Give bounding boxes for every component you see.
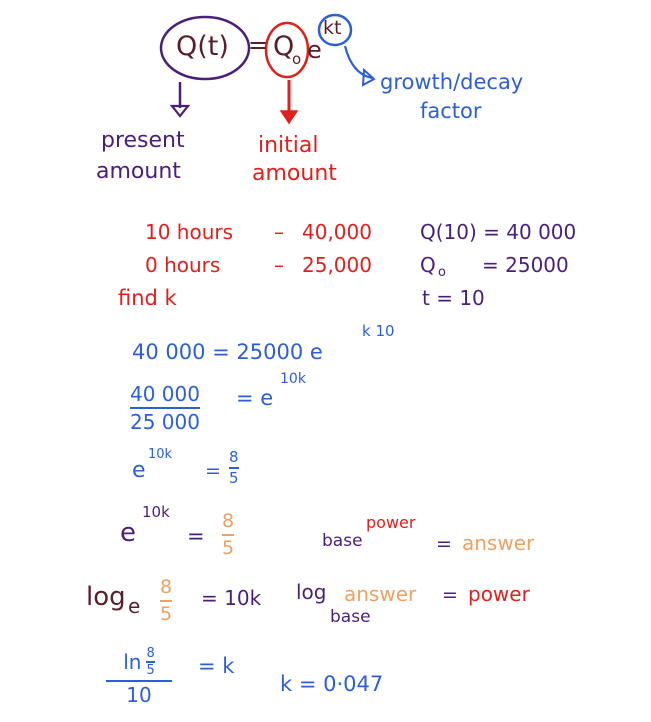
t-equals: t = 10	[422, 286, 485, 310]
rule2-log: log	[296, 580, 327, 604]
formula-q0: Q	[273, 31, 295, 62]
rule-power: power	[366, 513, 416, 532]
step5-numerator: 8	[160, 576, 173, 598]
step6-fraction	[106, 647, 172, 705]
step5-log: log	[86, 582, 126, 612]
rule2-base: base	[330, 607, 371, 627]
given-row2-time: 0 hours	[145, 253, 221, 277]
formula-e: e	[307, 36, 322, 64]
step2-fraction	[130, 384, 200, 432]
rule-answer: answer	[462, 531, 535, 555]
step6-numerator-group	[123, 647, 155, 677]
initial-arrow-head	[281, 111, 297, 123]
step4-eq: =	[187, 524, 205, 548]
final-result: k = 0·047	[280, 672, 384, 696]
given-row1-time: 10 hours	[145, 220, 234, 244]
step2-rhs: = e	[236, 386, 274, 410]
step5-denominator: 5	[160, 603, 173, 625]
formula-eq: =	[248, 31, 269, 59]
step6-rhs: = k	[198, 654, 235, 678]
step1-equation: 40 000 = 25000 e	[132, 340, 323, 364]
step4-denominator: 5	[222, 537, 235, 559]
given-row2-dash: –	[274, 253, 284, 277]
step3-e: e	[132, 458, 146, 483]
step4-e: e	[120, 518, 136, 548]
step6-inner-denominator: 5	[146, 662, 155, 678]
rule-base: base	[322, 531, 363, 551]
rule-eq: =	[436, 533, 452, 555]
step4-numerator: 8	[222, 510, 235, 532]
step6-inner-numerator: 8	[146, 646, 155, 661]
step4-fraction-bar	[222, 534, 234, 536]
step6-ln: ln	[123, 649, 142, 674]
present-label-line1: present	[101, 128, 185, 153]
step5-fraction-bar	[160, 600, 172, 602]
step6-fraction-bar	[106, 680, 172, 682]
given-row1-value: 40,000	[302, 220, 372, 244]
step3-denominator: 5	[229, 469, 239, 487]
given-row1-q10: Q(10) = 40 000	[420, 220, 577, 244]
given-row2-q-sub: o	[438, 265, 446, 280]
step2-fraction-bar	[130, 407, 200, 409]
initial-label-line2: amount	[252, 161, 337, 186]
rule2-power: power	[468, 582, 530, 606]
step1-exponent: k 10	[362, 322, 395, 340]
step5-rhs: = 10k	[201, 586, 262, 610]
given-row2-rest: = 25000	[482, 253, 569, 277]
step3-eq: =	[205, 460, 221, 482]
step2-numerator: 40 000	[130, 382, 200, 406]
step3-numerator: 8	[229, 448, 239, 466]
rule2-eq: =	[442, 584, 458, 606]
given-row2-q: Q	[420, 253, 436, 277]
formula-q0-sub: o	[292, 50, 302, 68]
step5-fraction	[160, 578, 172, 624]
step3-exponent: 10k	[148, 447, 173, 462]
step6-denominator: 10	[126, 682, 152, 707]
step5-log-base: e	[128, 594, 141, 618]
growth-label-line2: factor	[420, 99, 482, 123]
find-k-label: find k	[118, 286, 177, 310]
present-label-line2: amount	[96, 159, 181, 184]
given-row2-value: 25,000	[302, 253, 372, 277]
step6-inner-fraction	[146, 647, 154, 677]
growth-label-line1: growth/decay	[380, 70, 524, 94]
initial-label-line1: initial	[258, 133, 319, 158]
given-row1-dash: –	[274, 220, 284, 244]
rule2-answer: answer	[344, 582, 417, 606]
step2-exponent: 10k	[280, 371, 306, 387]
step3-fraction	[229, 450, 239, 486]
formula-lhs: Q(t)	[176, 31, 229, 62]
formula-exp: kt	[323, 17, 342, 39]
step4-fraction	[222, 512, 234, 558]
step2-denominator: 25 000	[130, 410, 200, 434]
step4-exponent: 10k	[142, 503, 170, 521]
